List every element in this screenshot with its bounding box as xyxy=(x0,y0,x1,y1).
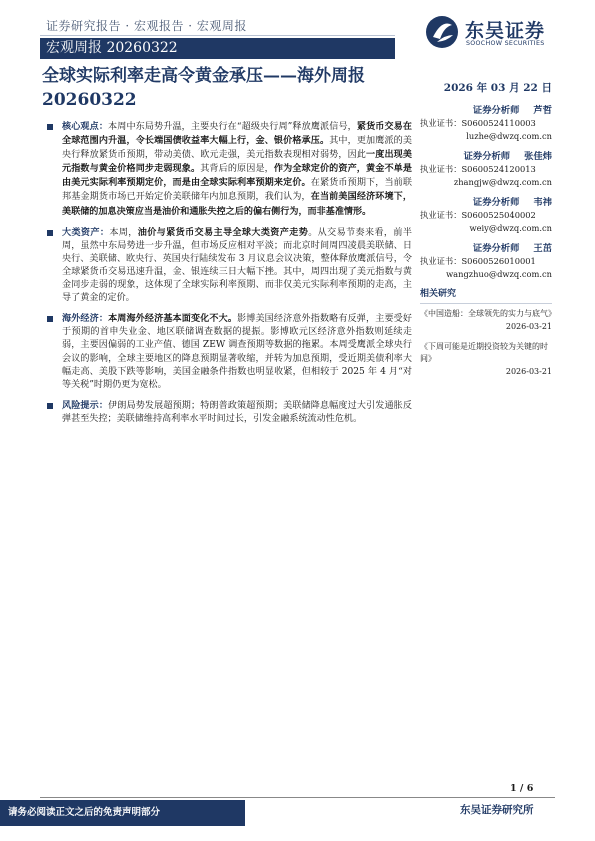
report-category: 证券研究报告 · 宏观报告 · 宏观周报 xyxy=(46,19,247,33)
header-divider xyxy=(40,35,395,36)
analyst-email[interactable]: luzhe@dwzq.com.cn xyxy=(466,131,552,141)
analyst-name: 张佳炜 xyxy=(524,151,552,162)
cert-label: 执业证书： xyxy=(420,210,462,220)
para-lead: 海外经济： xyxy=(62,313,109,325)
risk-warning-paragraph xyxy=(42,399,412,426)
para-text: 其中，更加鹰派的美央行释放紧货币预期，带动美债、欧元走强，美元指数表现相对弱势，因此 xyxy=(62,136,412,161)
cert-number: S0600524110003 xyxy=(461,118,536,128)
analyst-email[interactable]: wangzhuo@dwzq.com.cn xyxy=(446,269,552,279)
analyst-cert xyxy=(420,209,552,222)
logo-mark-icon xyxy=(425,15,459,49)
para-lead: 风险提示： xyxy=(62,399,109,411)
para-highlight: 一度出现美元指数与黄金价格同步走弱现象。 xyxy=(62,149,412,175)
cert-label: 执业证书： xyxy=(420,164,462,174)
analyst-heading xyxy=(420,242,552,255)
brand-logo xyxy=(425,15,575,51)
para-lead: 核心观点： xyxy=(62,121,109,132)
analyst-card xyxy=(420,196,552,235)
cert-number: S0600526010001 xyxy=(461,256,536,266)
analyst-name: 芦哲 xyxy=(533,105,552,116)
footer-divider xyxy=(40,797,555,798)
para-text: 。从交易节奏来看，前半周，虽然中东局势进一步升温，但市场反应相对平淡；而北京时间周四凌晨美联储、日央行、美联储、欧央行、英国央行陆续发布 3 月议息会议决策，整体释放鹰派信号，令全球紧货币交易迅速升温，金、银连续三日大幅下挫。其中，周四出现了美元指数与黄金同步走弱的现象，这体现了全球实际利率预期、而非仅美元实际利率预期的走高，主导了黄金的定价。 xyxy=(62,227,412,304)
para-highlight: 在当前美国经济环境下，美联储的加息决策应当是油价和通胀失控之后的偏右侧行为，而非基准情形。 xyxy=(62,191,412,217)
analyst-role: 证券分析师 xyxy=(472,197,520,208)
analyst-heading xyxy=(420,196,552,209)
analyst-name: 韦祎 xyxy=(533,197,552,208)
analyst-role: 证券分析师 xyxy=(463,151,511,162)
analyst-card xyxy=(420,150,552,189)
analyst-email[interactable]: zhangjw@dwzq.com.cn xyxy=(453,177,552,187)
para-text: 在紧货币预期下，当前联邦基金期货市场已开始定价美联储年内加息预期，我们认为， xyxy=(62,178,412,203)
para-text: 其背后的原因是， xyxy=(200,164,274,175)
related-report-link[interactable]: 《下周可能是近期投资较为关键的时间》 xyxy=(420,342,548,363)
analyst-role: 证券分析师 xyxy=(472,105,520,116)
square-bullet-icon xyxy=(47,230,53,236)
page-number: 1 / 6 xyxy=(510,783,534,794)
para-highlight: 本周海外经济基本面变化不大。 xyxy=(108,313,238,325)
cert-label: 执业证书： xyxy=(420,256,462,266)
cert-label: 执业证书： xyxy=(420,118,462,128)
para-highlight: 油价与紧货币交易主导全球大类资产走势 xyxy=(137,226,309,238)
related-research-title: 相关研究 xyxy=(420,289,457,299)
analyst-heading xyxy=(420,104,552,117)
para-text: 本周， xyxy=(109,227,138,238)
related-divider xyxy=(420,303,552,304)
analyst-cert xyxy=(420,117,552,130)
disclaimer-text: 请务必阅读正文之后的免责声明部分 xyxy=(8,807,161,818)
para-lead: 大类资产： xyxy=(62,226,110,238)
logo-text-en: SOOCHOW SECURITIES xyxy=(466,40,545,47)
related-report-link[interactable]: 《中国造船：全球领先的实力与底气》 xyxy=(420,309,556,318)
cert-number: S0600525040002 xyxy=(461,210,536,220)
report-date: 2026 年 03 月 22 日 xyxy=(443,82,552,94)
institute-name: 东吴证券研究所 xyxy=(460,804,534,816)
logo-text-cn: 东吴证券 xyxy=(465,20,546,42)
cert-number: S0600524120013 xyxy=(461,164,536,174)
report-title: 全球实际利率走高令黄金承压——海外周报 20260322 xyxy=(42,66,365,110)
para-text: 影博美国经济意外指数略有反弹，主要受好于预期的首申失业金、地区联储调查数据的提振。影博欧元区经济意外指数则延续走弱，主要因偏弱的工业产值、德国 ZEW 调查预期等数据的拖累。本周受鹰派全球央行会议的影响，全球主要地区的降息预期显著收缩，并转为加息预期，受近期美债利率大幅走高、美股下跌等影响，美国金融条件指数也明显收紧，但相较于 2025 年 4 月“对等关税”时期仍更为宽松。 xyxy=(62,314,413,390)
analyst-cert xyxy=(420,163,552,176)
square-bullet-icon xyxy=(47,124,53,130)
para-highlight: 紧货币交易在全球范围内升温，令长端国债收益率大幅上行，金、银价格承压。 xyxy=(62,121,412,147)
banner-text: 宏观周报 20260322 xyxy=(46,40,178,56)
analyst-card xyxy=(420,242,552,281)
report-banner xyxy=(40,38,395,59)
report-body xyxy=(42,120,412,433)
related-report-date: 2026-03-21 xyxy=(505,367,552,376)
square-bullet-icon xyxy=(47,316,53,322)
para-highlight: 作为全球定价的资产，黄金不单是由美元实际利率预期定价，而是由全球实际利率预期来定价。 xyxy=(62,163,412,189)
analyst-heading xyxy=(420,150,552,163)
analyst-role: 证券分析师 xyxy=(472,243,520,254)
para-text: 伊朗局势发展超预期；特朗普政策超预期；美联储降息幅度过大引发通胀反弹甚至失控；美联储维持高利率水平时间过长，引发金融系统流动性危机。 xyxy=(62,400,412,424)
analyst-cert xyxy=(420,255,552,268)
square-bullet-icon xyxy=(47,403,53,409)
analyst-name: 王茁 xyxy=(533,243,552,254)
overseas-economy-paragraph xyxy=(42,312,412,392)
sidebar xyxy=(420,104,556,386)
core-view-paragraph xyxy=(42,120,412,219)
disclaimer-banner xyxy=(0,800,245,826)
para-text: 本周中东局势升温，主要央行在“超级央行周”释放鹰派信号， xyxy=(108,122,357,132)
related-report-date: 2026-03-21 xyxy=(505,322,552,331)
asset-class-paragraph xyxy=(42,226,412,306)
analyst-email[interactable]: weiy@dwzq.com.cn xyxy=(469,223,552,233)
analyst-card xyxy=(420,104,552,143)
